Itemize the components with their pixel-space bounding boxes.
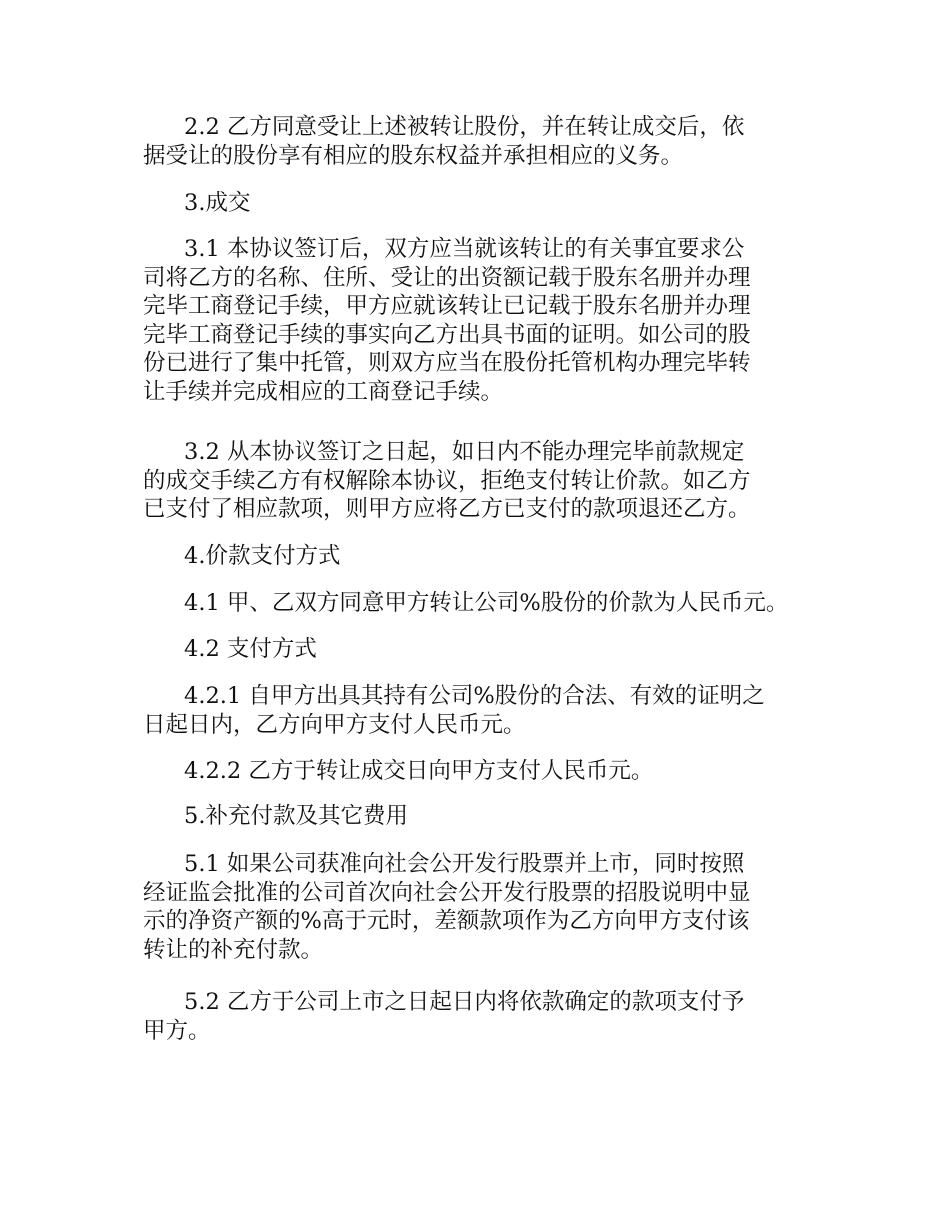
paragraph-line: 4.2.2 乙方于转让成交日向甲方支付人民币元。 <box>184 758 654 784</box>
heading-line: 4.价款支付方式 <box>184 543 341 569</box>
paragraph-4-2 <box>143 635 823 664</box>
paragraph-3-2 <box>143 438 823 524</box>
paragraph-line: 已支付了相应款项，则甲方应将乙方已支付的款项退还乙方。 <box>143 496 751 522</box>
paragraph-line: 司将乙方的名称、住所、受让的出资额记载于股东名册并办理 <box>143 264 751 291</box>
paragraph-line: 5.1 如果公司获准向社会公开发行股票并上市，同时按照 <box>184 851 745 877</box>
paragraph-line: 3.2 从本协议签订之日起，如日内不能办理完毕前款规定 <box>184 439 745 465</box>
paragraph-3-1 <box>143 235 823 406</box>
paragraph-line: 4.1 甲、乙双方同意甲方转让公司%股份的价款为人民币元。 <box>184 590 789 616</box>
paragraph-line: 让手续并完成相应的工商登记手续。 <box>143 378 504 405</box>
paragraph-4-1 <box>143 589 823 618</box>
paragraph-line: 甲方。 <box>143 1017 211 1044</box>
paragraph-line: 转让的补充付款。 <box>143 936 324 963</box>
paragraph-line: 完毕工商登记手续的事实向乙方出具书面的证明。如公司的股 <box>143 321 751 348</box>
heading-line: 3.成交 <box>184 190 251 216</box>
paragraph-4-2-2 <box>143 757 823 786</box>
section-heading-3 <box>143 189 823 218</box>
section-heading-5 <box>143 802 823 831</box>
paragraph-line: 据受让的股份享有相应的股东权益并承担相应的义务。 <box>143 142 684 169</box>
paragraph-2-2 <box>143 113 823 170</box>
paragraph-line: 完毕工商登记手续，甲方应就该转让已记载于股东名册并办理 <box>143 293 751 319</box>
paragraph-5-1 <box>143 850 823 964</box>
paragraph-line: 5.2 乙方于公司上市之日起日内将依款确定的款项支付予 <box>184 989 745 1015</box>
paragraph-line: 2.2 乙方同意受让上述被转让股份，并在转让成交后，依 <box>184 114 745 140</box>
heading-line: 5.补充付款及其它费用 <box>184 803 408 829</box>
paragraph-line: 的成交手续乙方有权解除本协议，拒绝支付转让价款。如乙方 <box>143 467 751 494</box>
paragraph-line: 3.1 本协议签订后，双方应当就该转让的有关事宜要求公 <box>184 236 745 262</box>
paragraph-line: 4.2.1 自甲方出具其持有公司%股份的合法、有效的证明之 <box>184 683 765 709</box>
paragraph-line: 4.2 支付方式 <box>184 636 317 662</box>
paragraph-line: 经证监会批准的公司首次向社会公开发行股票的招股说明中显 <box>143 879 751 906</box>
section-heading-4 <box>143 542 823 571</box>
paragraph-4-2-1 <box>143 682 823 739</box>
paragraph-line: 日起日内，乙方向甲方支付人民币元。 <box>143 711 526 738</box>
paragraph-line: 示的净资产额的%高于元时，差额款项作为乙方向甲方支付该 <box>143 908 750 934</box>
paragraph-line: 份已进行了集中托管，则双方应当在股份托管机构办理完毕转 <box>143 350 751 376</box>
paragraph-5-2 <box>143 988 823 1045</box>
